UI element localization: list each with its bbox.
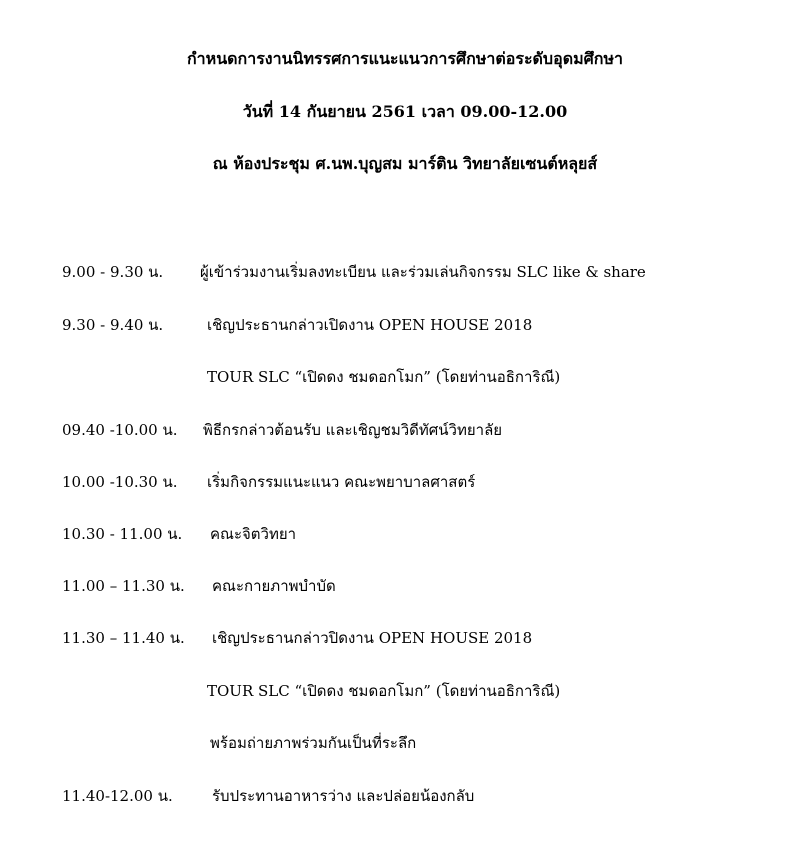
schedule-activity: พร้อมถ่ายภาพร่วมกันเป็นที่ระลึก	[210, 734, 417, 752]
schedule-row	[0, 574, 810, 598]
schedule-time: 11.30 – 11.40 น.	[62, 629, 185, 647]
schedule-row	[0, 470, 810, 494]
schedule-time: 11.40-12.00 น.	[62, 787, 173, 805]
schedule-row	[0, 313, 810, 337]
schedule-activity: เชิญประธานกล่าวปิดงาน OPEN HOUSE 2018	[212, 629, 533, 647]
schedule-time: 9.00 - 9.30 น.	[62, 263, 164, 281]
schedule-activity: TOUR SLC “เปิดดง ชมดอกโมก” (โดยท่านอธิการิณี)	[207, 368, 561, 386]
schedule-row	[0, 679, 810, 703]
schedule-row	[0, 522, 810, 546]
schedule-time: 9.30 - 9.40 น.	[62, 316, 164, 334]
schedule-activity: เชิญประธานกล่าวเปิดงาน OPEN HOUSE 2018	[207, 316, 533, 334]
schedule-time: 09.40 -10.00 น.	[62, 421, 178, 439]
event-date-time: วันที่ 14 กันยายน 2561 เวลา 09.00-12.00	[242, 102, 568, 121]
schedule-row	[0, 731, 810, 755]
schedule-row	[0, 365, 810, 389]
schedule-row	[0, 784, 810, 808]
schedule-time: 10.00 -10.30 น.	[62, 473, 178, 491]
schedule-title: กำหนดการงานนิทรรศการแนะแนวการศึกษาต่อระดับอุดมศึกษา	[186, 49, 623, 68]
event-venue: ณ ห้องประชุม ศ.นพ.บุญสม มาร์ติน วิทยาลัยเซนต์หลุยส์	[212, 154, 598, 173]
schedule-activity: รับประทานอาหารว่าง และปล่อยน้องกลับ	[212, 787, 475, 805]
schedule-row	[0, 418, 810, 442]
schedule-row	[0, 260, 810, 284]
schedule-time: 11.00 – 11.30 น.	[62, 577, 185, 595]
schedule-activity: ผู้เข้าร่วมงานเริ่มลงทะเบียน และร่วมเล่นกิจกรรม SLC like & share	[200, 263, 646, 281]
schedule-activity: พิธีกรกล่าวต้อนรับ และเชิญชมวิดีทัศน์วิทยาลัย	[203, 421, 503, 439]
schedule-activity: TOUR SLC “เปิดดง ชมดอกโมก” (โดยท่านอธิการิณี)	[207, 682, 561, 700]
schedule-row	[0, 626, 810, 650]
schedule-time: 10.30 - 11.00 น.	[62, 525, 183, 543]
schedule-activity: คณะกายภาพบำบัด	[212, 577, 336, 595]
schedule-activity: เริ่มกิจกรรมแนะแนว คณะพยาบาลศาสตร์	[207, 473, 476, 491]
schedule-activity: คณะจิตวิทยา	[210, 525, 297, 543]
